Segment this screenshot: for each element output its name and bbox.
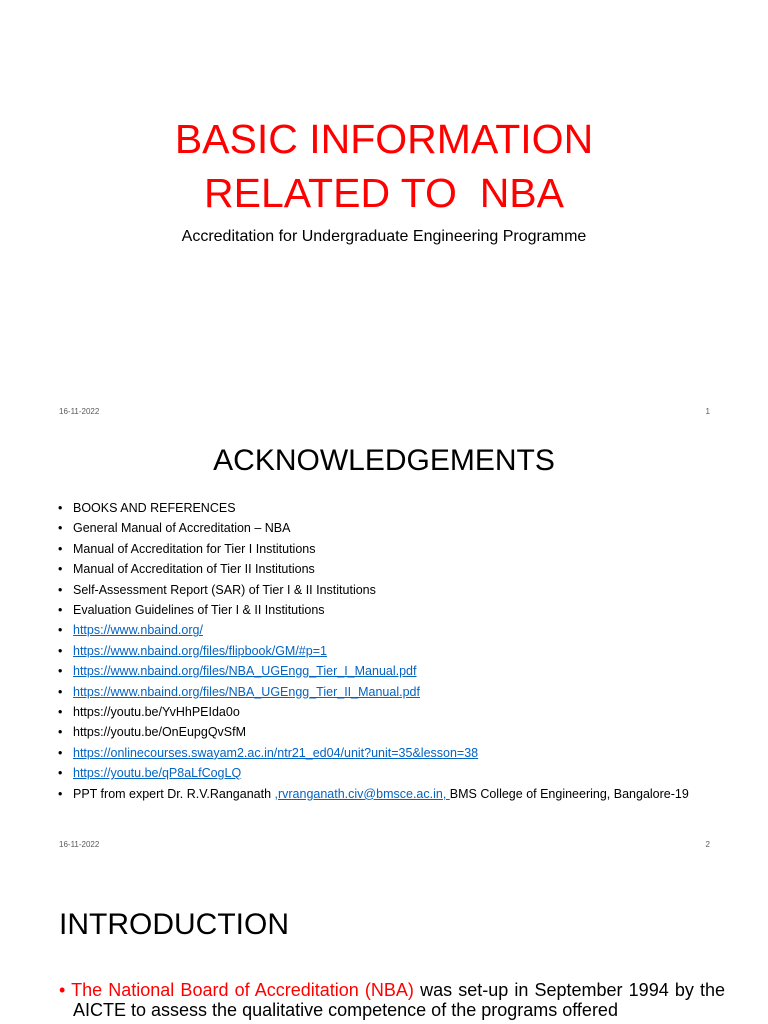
slide-1-date: 16-11-2022 (59, 407, 100, 416)
list-item: • Self-Assessment Report (SAR) of Tier I & II Institutions (58, 580, 738, 600)
tier-2-manual-link[interactable]: https://www.nbaind.org/files/NBA_UGEngg_Tier_II_Manual.pdf (73, 684, 420, 699)
slide-1 (0, 0, 768, 430)
swayam-link[interactable]: https://onlinecourses.swayam2.ac.in/ntr21_ed04/unit?unit=35&lesson=38 (73, 745, 479, 760)
list-item: • BOOKS AND REFERENCES (58, 498, 738, 518)
title-line-2: RELATED TO NBA (204, 170, 564, 216)
slide-2-title: ACKNOWLEDGEMENTS (213, 444, 555, 477)
tier-1-manual-link[interactable]: https://www.nbaind.org/files/NBA_UGEngg_Tier_I_Manual.pdf (73, 664, 417, 679)
list-item: • https://youtu.be/YvHhPEIda0o (58, 702, 738, 722)
intro-paragraph (59, 980, 725, 1020)
slide-3 (0, 860, 768, 1024)
list-item: • Manual of Accreditation for Tier I Institutions (58, 539, 738, 559)
list-item (58, 784, 738, 804)
list-item-link (58, 620, 738, 640)
intro-text: was set-up in September 1994 by the AICTE to assess the qualitative competence of the programs offered (73, 980, 725, 1020)
slide-2-page-number: 2 (705, 840, 710, 849)
list-item: • Evaluation Guidelines of Tier I & II Institutions (58, 600, 738, 620)
title-line-1: BASIC INFORMATION (174, 116, 594, 162)
list-item-link (58, 763, 738, 783)
list-item-link (58, 682, 738, 702)
bullet-marker: • (59, 980, 66, 1000)
slide-3-title: INTRODUCTION (59, 908, 289, 941)
nba-name: The National Board of Accreditation (NBA) (71, 980, 414, 1000)
list-item-link (58, 641, 738, 661)
slide-2 (0, 430, 768, 860)
ppt-credit-prefix: PPT from expert Dr. R.V.Ranganath (73, 786, 275, 801)
slide-1-title (0, 112, 768, 220)
list-item: • https://youtu.be/OnEupgQvSfM (58, 722, 738, 742)
nbaind-link[interactable]: https://www.nbaind.org/ (73, 623, 203, 638)
slide-1-page-number: 1 (705, 407, 710, 416)
list-item-link (58, 661, 738, 681)
flipbook-link[interactable]: https://www.nbaind.org/files/flipbook/GM/#p=1 (73, 643, 327, 658)
list-item-link (58, 743, 738, 763)
slide-1-subtitle: Accreditation for Undergraduate Engineering Programme (181, 228, 587, 245)
acknowledgements-list (58, 498, 738, 804)
list-item: • Manual of Accreditation of Tier II Institutions (58, 559, 738, 579)
slide-2-date: 16-11-2022 (59, 840, 100, 849)
youtube-link[interactable]: https://youtu.be/qP8aLfCogLQ (73, 766, 242, 781)
ppt-credit-suffix: BMS College of Engineering, Bangalore-19 (449, 786, 689, 801)
email-link[interactable]: ,rvranganath.civ@bmsce.ac.in, (274, 786, 450, 801)
list-item: • General Manual of Accreditation – NBA (58, 518, 738, 538)
